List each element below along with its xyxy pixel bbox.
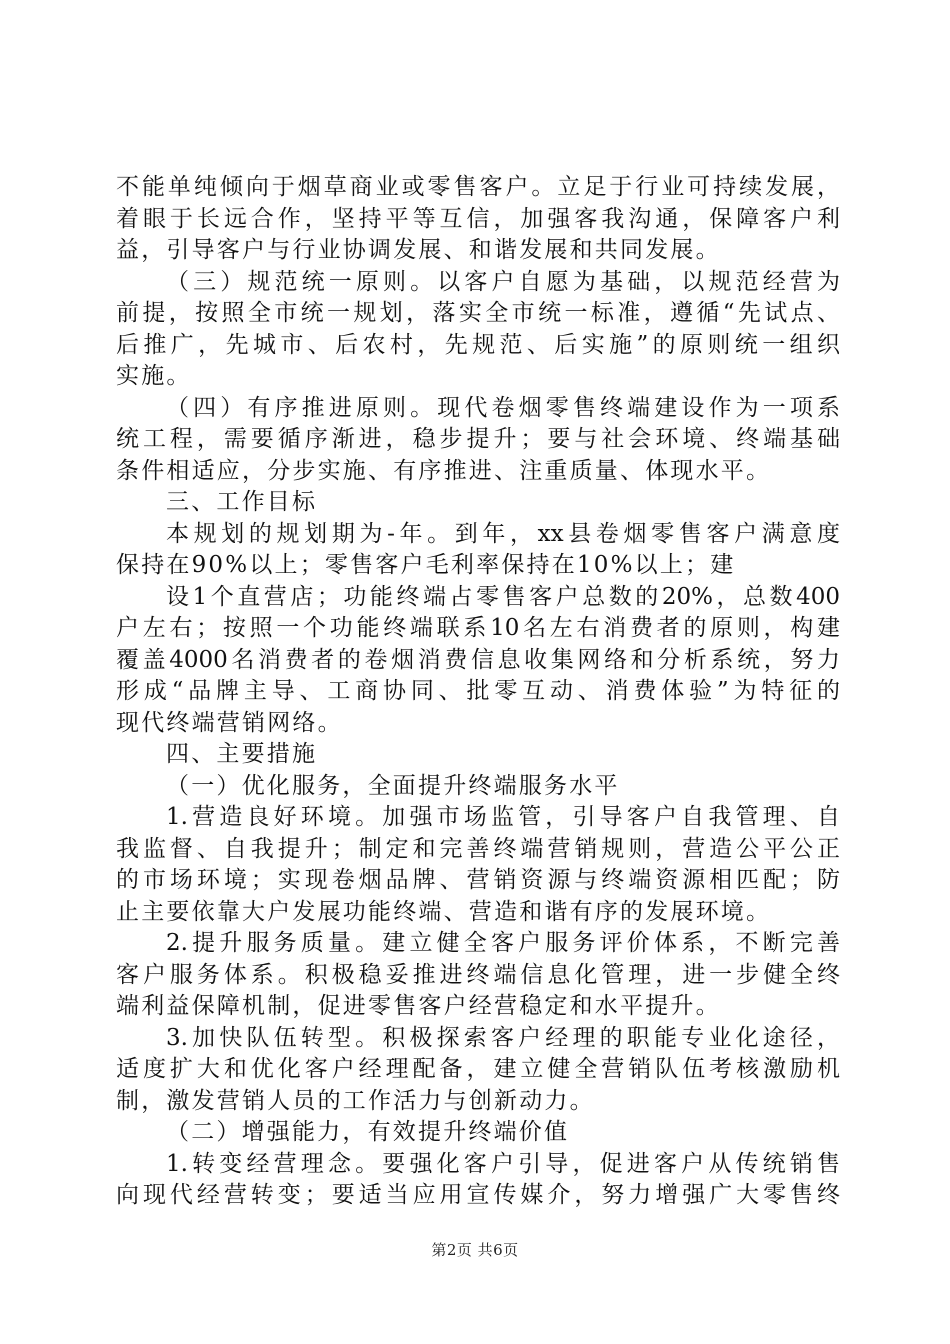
text-line: 制，激发营销人员的工作活力与创新动力。: [116, 1087, 595, 1114]
text-line: 1.转变经营理念。要强化客户引导，促进客户从传统销售: [166, 1150, 840, 1177]
text-line: 统工程，需要循序渐进，稳步提升；要与社会环境、终端基础: [116, 426, 840, 452]
text-line: 四、主要措施: [166, 741, 318, 767]
text-line: 本规划的规划期为-年。到年，xx县卷烟零售客户满意度: [166, 520, 840, 547]
text-line: （二）增强能力，有效提升终端价值: [166, 1119, 570, 1145]
text-line: 止主要依靠大户发展功能终端、营造和谐有序的发展环境。: [116, 898, 772, 925]
text-line: 向现代经营转变；要适当应用宣传媒介，努力增强广大零售终: [116, 1182, 840, 1208]
text-line: 的市场环境；实现卷烟品牌、营销资源与终端资源相匹配；防: [116, 867, 840, 893]
text-line: （一）优化服务，全面提升终端服务水平: [166, 772, 620, 799]
text-line: 保持在90%以上；零售客户毛利率保持在10%以上；建: [116, 552, 736, 578]
text-line: （三）规范统一原则。以客户自愿为基础，以规范经营为: [166, 268, 840, 295]
text-line: 益，引导客户与行业协调发展、和谐发展和共同发展。: [116, 237, 721, 263]
document-body: [116, 172, 840, 1212]
text-line: 适度扩大和优化客户经理配备，建立健全营销队伍考核激励机: [116, 1056, 840, 1082]
text-line: 覆盖4000名消费者的卷烟消费信息收集网络和分析系统，努力: [116, 646, 840, 673]
text-line: 端利益保障机制，促进零售客户经营稳定和水平提升。: [116, 993, 721, 1019]
text-line: 3.加快队伍转型。积极探索客户经理的职能专业化途径，: [166, 1024, 840, 1051]
text-line: 2.提升服务质量。建立健全客户服务评价体系，不断完善: [166, 930, 840, 956]
text-line: 三、工作目标: [166, 489, 318, 515]
text-line: 条件相适应，分步实施、有序推进、注重质量、体现水平。: [116, 457, 772, 484]
text-line: 设1个直营店；功能终端占零售客户总数的20%，总数400: [166, 583, 840, 610]
page-footer: 第2页 共6页: [431, 1241, 519, 1259]
text-line: 现代终端营销网络。: [116, 709, 343, 736]
text-line: 1.营造良好环境。加强市场监管，引导客户自我管理、自: [166, 804, 840, 830]
text-line: 形成“品牌主导、工商协同、批零互动、消费体验”为特征的: [116, 678, 840, 704]
text-line: 不能单纯倾向于烟草商业或零售客户。立足于行业可持续发展，: [116, 174, 840, 200]
text-line: 后推广，先城市、后农村，先规范、后实施”的原则统一组织: [116, 331, 840, 358]
text-line: （四）有序推进原则。现代卷烟零售终端建设作为一项系: [166, 394, 840, 421]
text-line: 客户服务体系。积极稳妥推进终端信息化管理，进一步健全终: [116, 961, 840, 988]
text-line: 着眼于长远合作，坚持平等互信，加强客我沟通，保障客户利: [116, 205, 840, 232]
text-line: 我监督、自我提升；制定和完善终端营销规则，营造公平公正: [116, 835, 840, 862]
text-line: 户左右；按照一个功能终端联系10名左右消费者的原则，构建: [116, 615, 840, 641]
text-line: 前提，按照全市统一规划，落实全市统一标准，遵循“先试点、: [116, 300, 840, 326]
text-line: 实施。: [116, 363, 192, 389]
